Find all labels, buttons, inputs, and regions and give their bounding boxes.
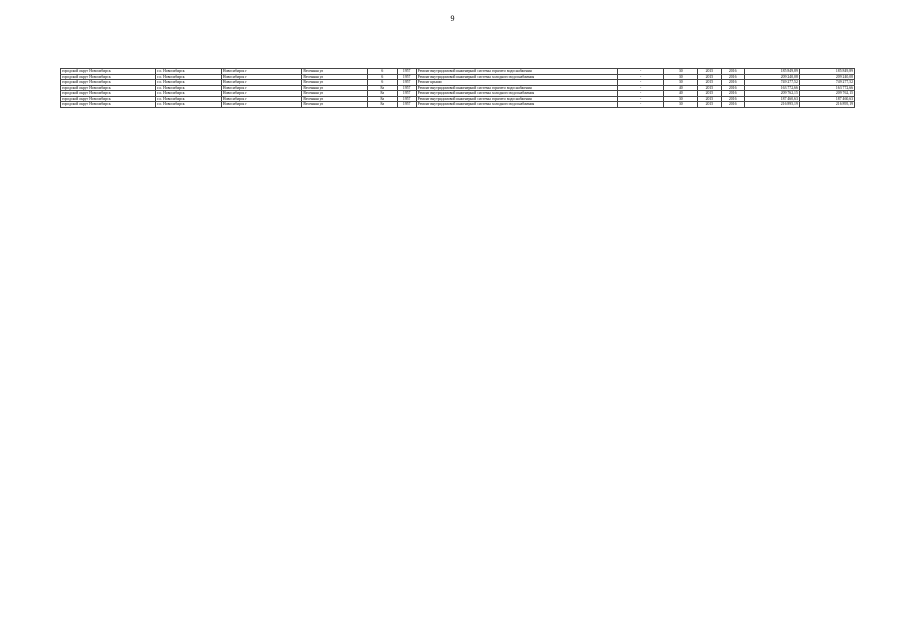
row-life-cell: 40 [664,91,698,97]
row-year-cell: 1957 [397,74,416,80]
row-cost-fund-cell: 209 240,08 [799,74,854,80]
row-from-year-cell: 2015 [698,85,721,91]
row-cost-fund-cell: 749 277,52 [799,80,854,86]
row-to-year-cell: 2016 [721,91,744,97]
row-to-year-cell: 2016 [721,80,744,86]
row-from-year-cell: 2015 [698,102,721,108]
row-city-cell: г.о. Новосибирск [156,96,222,102]
row-street-cell: Весенняя ул [302,102,368,108]
table-body [61,69,855,108]
row-cost-total-cell: 209 240,08 [744,74,799,80]
row-city-cell: г.о. Новосибирск [156,69,222,75]
row-year-cell: 1957 [397,80,416,86]
row-life-cell: 30 [664,74,698,80]
row-cost-total-cell: 216 895,19 [744,102,799,108]
row-dash-cell: - [617,85,664,91]
row-cost-total-cell: 163 772,66 [744,85,799,91]
row-house-cell: 8а [367,96,397,102]
table-row [61,91,855,97]
row-year-cell: 1957 [397,69,416,75]
row-work-cell: Ремонт крыши [416,80,617,86]
row-dash-cell: - [617,96,664,102]
row-street-cell: Весенняя ул [302,96,368,102]
row-life-cell: 30 [664,102,698,108]
row-cost-fund-cell: 163 772,66 [799,85,854,91]
row-locality-cell: Новосибирск г [221,69,301,75]
row-district-cell: городской округ Новосибирск [61,102,156,108]
table-row [61,85,855,91]
row-life-cell: 30 [664,69,698,75]
row-district-cell: городской округ Новосибирск [61,91,156,97]
row-cost-total-cell: 187 460,63 [744,96,799,102]
row-to-year-cell: 2016 [721,85,744,91]
row-cost-fund-cell: 209 762,15 [799,91,854,97]
row-street-cell: Весенняя ул [302,85,368,91]
row-year-cell: 1957 [397,85,416,91]
table-row [61,69,855,75]
row-work-cell: Ремонт внутридомовой инженерной системы холодного водоснабжения [416,102,617,108]
table-row [61,74,855,80]
row-to-year-cell: 2016 [721,96,744,102]
row-district-cell: городской округ Новосибирск [61,74,156,80]
row-dash-cell: - [617,69,664,75]
row-city-cell: г.о. Новосибирск [156,102,222,108]
row-cost-total-cell: 209 762,15 [744,91,799,97]
row-dash-cell: - [617,74,664,80]
row-from-year-cell: 2015 [698,91,721,97]
row-from-year-cell: 2015 [698,69,721,75]
row-cost-fund-cell: 216 895,19 [799,102,854,108]
row-cost-fund-cell: 185 849,89 [799,69,854,75]
row-locality-cell: Новосибирск г [221,85,301,91]
row-house-cell: 6 [367,74,397,80]
row-work-cell: Ремонт внутридомовой инженерной системы холодного водоснабжения [416,74,617,80]
row-district-cell: городской округ Новосибирск [61,96,156,102]
row-dash-cell: - [617,102,664,108]
row-house-cell: 8а [367,102,397,108]
row-locality-cell: Новосибирск г [221,80,301,86]
row-work-cell: Ремонт внутридомовой инженерной системы горячего водоснабжения [416,69,617,75]
row-district-cell: городской округ Новосибирск [61,80,156,86]
row-life-cell: 30 [664,96,698,102]
table-row [61,102,855,108]
row-locality-cell: Новосибирск г [221,74,301,80]
row-house-cell: 8а [367,85,397,91]
row-work-cell: Ремонт внутридомовой инженерной системы холодного водоснабжения [416,91,617,97]
page-number: 9 [450,14,455,23]
row-to-year-cell: 2016 [721,74,744,80]
row-year-cell: 1957 [397,96,416,102]
row-locality-cell: Новосибирск г [221,91,301,97]
row-district-cell: городской округ Новосибирск [61,69,156,75]
row-from-year-cell: 2015 [698,80,721,86]
row-street-cell: Весенняя ул [302,80,368,86]
row-to-year-cell: 2016 [721,102,744,108]
row-city-cell: г.о. Новосибирск [156,74,222,80]
row-street-cell: Весенняя ул [302,91,368,97]
row-work-cell: Ремонт внутридомовой инженерной системы горячего водоснабжения [416,85,617,91]
row-street-cell: Весенняя ул [302,74,368,80]
row-life-cell: 40 [664,85,698,91]
row-work-cell: Ремонт внутридомовой инженерной системы горячего водоснабжения [416,96,617,102]
row-year-cell: 1957 [397,102,416,108]
row-cost-total-cell: 185 849,89 [744,69,799,75]
row-locality-cell: Новосибирск г [221,96,301,102]
row-house-cell: 6 [367,69,397,75]
row-district-cell: городской округ Новосибирск [61,85,156,91]
row-to-year-cell: 2016 [721,69,744,75]
table-row [61,96,855,102]
row-city-cell: г.о. Новосибирск [156,91,222,97]
row-cost-total-cell: 749 277,52 [744,80,799,86]
row-from-year-cell: 2015 [698,74,721,80]
row-locality-cell: Новосибирск г [221,102,301,108]
row-dash-cell: - [617,91,664,97]
row-house-cell: 8а [367,91,397,97]
row-street-cell: Весенняя ул [302,69,368,75]
row-dash-cell: - [617,80,664,86]
row-city-cell: г.о. Новосибирск [156,85,222,91]
row-city-cell: г.о. Новосибирск [156,80,222,86]
row-year-cell: 1957 [397,91,416,97]
row-house-cell: 6 [367,80,397,86]
row-from-year-cell: 2015 [698,96,721,102]
row-life-cell: 30 [664,80,698,86]
repair-schedule-table [60,68,855,108]
row-cost-fund-cell: 187 460,63 [799,96,854,102]
